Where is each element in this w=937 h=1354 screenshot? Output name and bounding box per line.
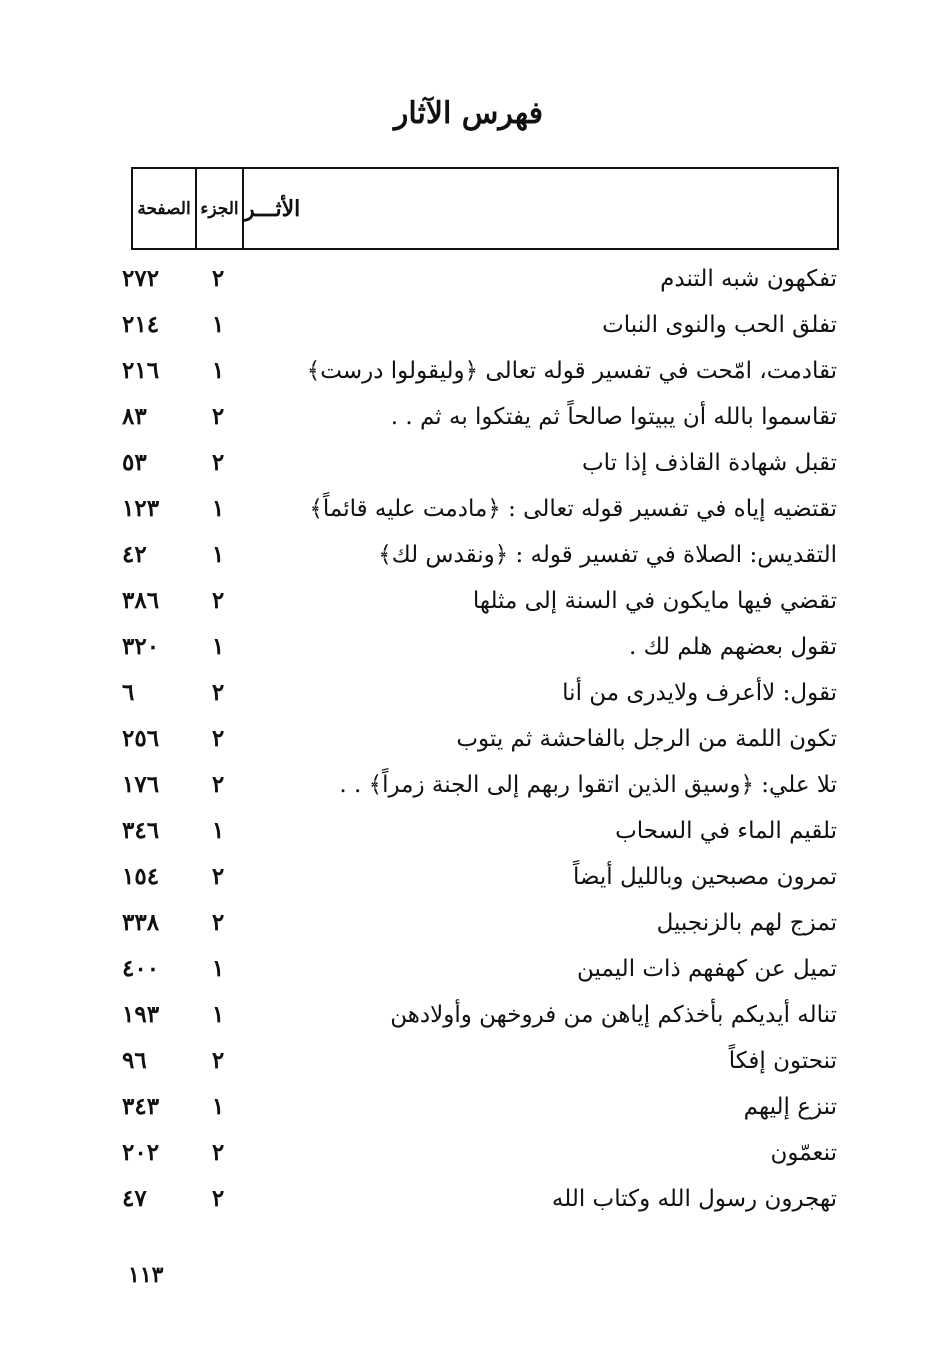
- column-header-part: الجزء: [197, 169, 244, 248]
- part-number: ٢: [211, 587, 225, 614]
- athar-text: تقتضيه إياه في تفسير قوله تعالى : ﴿مادمت عليه قائماً﴾: [309, 496, 837, 522]
- athar-text: تفلق الحب والنوى النبات: [602, 312, 837, 338]
- part-number: ٢: [211, 771, 225, 798]
- page-reference: ٣٣٨: [122, 909, 160, 936]
- index-row: [0, 762, 937, 808]
- part-number: ١: [211, 357, 225, 384]
- page-reference: ٢٠٢: [122, 1139, 160, 1166]
- part-number: ٢: [211, 265, 225, 292]
- page-reference: ١٩٣: [122, 1001, 160, 1028]
- part-number: ١: [211, 495, 225, 522]
- index-row: [0, 256, 937, 302]
- athar-text: تنعمّون: [770, 1140, 837, 1166]
- athar-text: تقادمت، امّحت في تفسير قوله تعالى ﴿وليقولوا درست﴾: [306, 358, 837, 384]
- page-reference: ٣٢٠: [122, 633, 160, 660]
- athar-text: تلا علي: ﴿وسيق الذين اتقوا ربهم إلى الجنة زمراً﴾ . .: [339, 772, 837, 798]
- column-header-page: الصفحة: [133, 169, 197, 248]
- part-number: ٢: [211, 863, 225, 890]
- part-number: ٢: [211, 1185, 225, 1212]
- athar-text: تقول: لاأعرف ولايدرى من أنا: [562, 680, 837, 706]
- part-number: ٢: [211, 909, 225, 936]
- index-row: [0, 1176, 937, 1222]
- page-reference: ٤٧: [122, 1185, 147, 1212]
- athar-text: تنزع إليهم: [743, 1094, 837, 1120]
- page-reference: ٩٦: [122, 1047, 147, 1074]
- part-number: ١: [211, 541, 225, 568]
- index-row: [0, 302, 937, 348]
- part-number: ٢: [211, 403, 225, 430]
- index-row: [0, 578, 937, 624]
- athar-text: تميل عن كهفهم ذات اليمين: [577, 956, 837, 982]
- page-number: ١١٣: [128, 1262, 164, 1288]
- athar-text: تكون اللمة من الرجل بالفاحشة ثم يتوب: [456, 726, 837, 752]
- part-number: ١: [211, 817, 225, 844]
- index-row: [0, 348, 937, 394]
- index-row: [0, 440, 937, 486]
- athar-text: تمرون مصبحين وبالليل أيضاً: [572, 864, 837, 890]
- part-number: ٢: [211, 449, 225, 476]
- index-row: [0, 486, 937, 532]
- part-number: ١: [211, 955, 225, 982]
- index-row: [0, 808, 937, 854]
- page-reference: ٣٤٦: [122, 817, 160, 844]
- athar-text: تقبل شهادة القاذف إذا تاب: [581, 450, 837, 476]
- index-row: [0, 532, 937, 578]
- page-reference: ٢٥٦: [122, 725, 160, 752]
- index-row: [0, 624, 937, 670]
- athar-text: تناله أيديكم بأخذكم إياهن من فروخهن وأولادهن: [390, 1002, 837, 1028]
- athar-text: تفكهون شبه التندم: [660, 266, 837, 292]
- part-number: ١: [211, 1001, 225, 1028]
- athar-text: تقول بعضهم هلم لك .: [629, 634, 837, 660]
- page-reference: ١٢٣: [122, 495, 160, 522]
- athar-text: تقاسموا بالله أن يبيتوا صالحاً ثم يفتكوا به ثم . .: [390, 404, 837, 430]
- page-reference: ٤٢: [122, 541, 147, 568]
- athar-text: تنحتون إفكاً: [728, 1048, 837, 1074]
- part-number: ٢: [211, 1139, 225, 1166]
- page-reference: ٦: [122, 679, 135, 706]
- part-number: ٢: [211, 679, 225, 706]
- index-header: [131, 167, 839, 250]
- index-row: [0, 670, 937, 716]
- index-row: [0, 992, 937, 1038]
- page-title: فهرس الآثار: [393, 96, 544, 131]
- page-reference: ٢١٦: [122, 357, 160, 384]
- index-row: [0, 900, 937, 946]
- index-row: [0, 854, 937, 900]
- athar-text: تقضي فيها مايكون في السنة إلى مثلها: [472, 588, 837, 614]
- athar-text: تهجرون رسول الله وكتاب الله: [551, 1186, 837, 1212]
- page-reference: ٣٤٣: [122, 1093, 160, 1120]
- index-row: [0, 716, 937, 762]
- page-reference: ٥٣: [122, 449, 147, 476]
- athar-text: تمزج لهم بالزنجبيل: [656, 910, 837, 936]
- page-reference: ٤٠٠: [122, 955, 160, 982]
- athar-text: التقديس: الصلاة في تفسير قوله : ﴿ونقدس لك﴾: [378, 542, 837, 568]
- part-number: ١: [211, 311, 225, 338]
- page-reference: ١٧٦: [122, 771, 160, 798]
- index-row: [0, 1130, 937, 1176]
- page-reference: ٢٧٢: [122, 265, 160, 292]
- part-number: ٢: [211, 725, 225, 752]
- athar-text: تلقيم الماء في السحاب: [615, 818, 837, 844]
- part-number: ١: [211, 1093, 225, 1120]
- page-reference: ٨٣: [122, 403, 147, 430]
- index-row: [0, 394, 937, 440]
- page-reference: ٣٨٦: [122, 587, 160, 614]
- index-row: [0, 1084, 937, 1130]
- page-reference: ٢١٤: [122, 311, 160, 338]
- part-number: ١: [211, 633, 225, 660]
- page-reference: ١٥٤: [122, 863, 160, 890]
- column-header-athar: الأثـــر: [244, 195, 301, 222]
- part-number: ٢: [211, 1047, 225, 1074]
- index-row: [0, 1038, 937, 1084]
- index-row: [0, 946, 937, 992]
